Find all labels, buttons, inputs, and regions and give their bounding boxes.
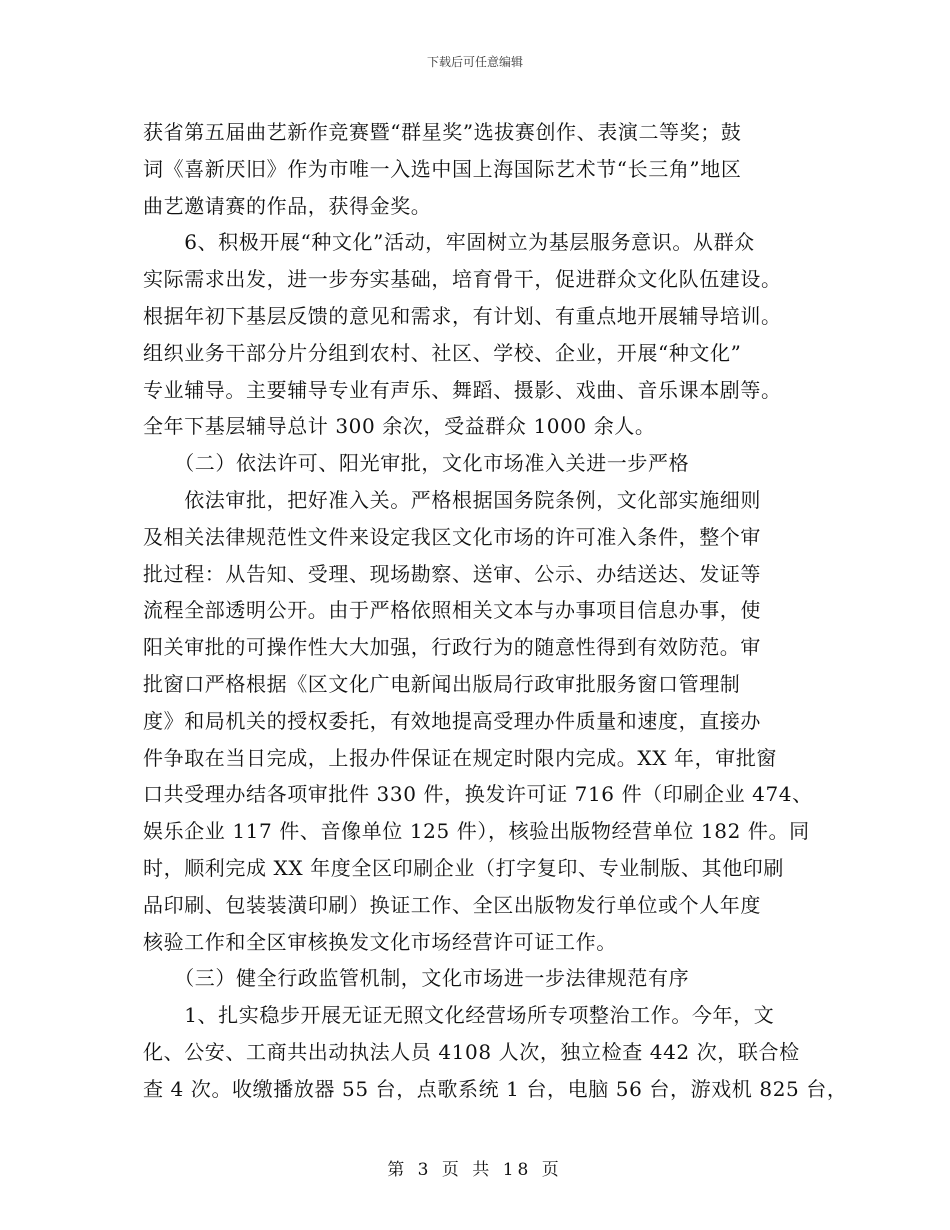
document-body — [143, 114, 848, 1108]
text-line: 度》和局机关的授权委托，有效地提高受理办件质量和速度，直接办 — [143, 708, 761, 733]
text-line: 实际需求出发，进一步夯实基础，培育骨干，促进群众文化队伍建设。 — [143, 267, 782, 292]
text-line: 查 4 次。收缴播放器 55 台，点歌系统 1 台，电脑 56 台，游戏机 825 台， — [143, 1076, 848, 1101]
page-footer: 第 3 页 共 18 页 — [387, 1160, 563, 1180]
section-heading: （二）依法许可、阳光审批，文化市场准入关进一步严格 — [143, 451, 690, 476]
text-line: 批过程：从告知、受理、现场勘察、送审、公示、办结送达、发证等 — [143, 561, 761, 586]
text-line: 专业辅导。主要辅导专业有声乐、舞蹈、摄影、戏曲、音乐课本剧等。 — [143, 377, 782, 402]
text-line: 词《喜新厌旧》作为市唯一入选中国上海国际艺术节“长三角”地区 — [143, 156, 742, 181]
text-line: 核验工作和全区审核换发文化市场经营许可证工作。 — [143, 929, 617, 954]
text-line: 根据年初下基层反馈的意见和需求，有计划、有重点地开展辅导培训。 — [143, 303, 782, 328]
text-line: 阳关审批的可操作性大大加强，行政行为的随意性得到有效防范。审 — [143, 635, 761, 660]
text-line: 全年下基层辅导总计 300 余次，受益群众 1000 余人。 — [143, 414, 656, 439]
text-line: 流程全部透明公开。由于严格依照相关文本与办事项目信息办事，使 — [143, 598, 761, 623]
text-line: 时，顺利完成 XX 年度全区印刷企业（打字复印、专业制版、其他印刷 — [143, 855, 784, 880]
text-line: 娱乐企业 117 件、音像单位 125 件），核验出版物经营单位 182 件。同 — [143, 819, 810, 844]
text-line: 曲艺邀请赛的作品，获得金奖。 — [143, 193, 432, 218]
text-line: 品印刷、包装装潢印刷）换证工作、全区出版物发行单位或个人年度 — [143, 892, 761, 917]
text-line: 6、积极开展“种文化”活动，牢固树立为基层服务意识。从群众 — [143, 230, 755, 255]
text-line: 1、扎实稳步开展无证无照文化经营场所专项整治工作。今年，文 — [143, 1003, 775, 1028]
text-line: 依法审批，把好准入关。严格根据国务院条例，文化部实施细则 — [143, 487, 761, 512]
section-heading: （三）健全行政监管机制，文化市场进一步法律规范有序 — [143, 966, 690, 991]
text-line: 口共受理办结各项审批件 330 件，换发许可证 716 件（印刷企业 474、 — [143, 782, 813, 807]
text-line: 获省第五届曲艺新作竞赛暨“群星奖”选拔赛创作、表演二等奖；鼓 — [143, 120, 742, 144]
text-line: 化、公安、工商共出动执法人员 4108 人次，独立检查 442 次，联合检 — [143, 1039, 800, 1064]
text-line: 及相关法律规范性文件来设定我区文化市场的许可准入条件，整个审 — [143, 524, 761, 549]
page-header: 下载后可任意编辑 — [426, 55, 523, 69]
text-line: 件争取在当日完成，上报办件保证在规定时限内完成。XX 年，审批窗 — [143, 745, 778, 770]
text-line: 批窗口严格根据《区文化广电新闻出版局行政审批服务窗口管理制 — [143, 671, 741, 696]
text-line: 组织业务干部分片分组到农村、社区、学校、企业，开展“种文化” — [143, 340, 742, 365]
